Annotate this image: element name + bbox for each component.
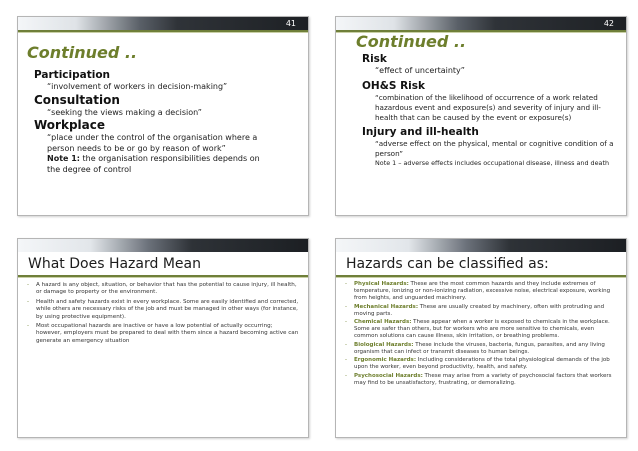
slide-41 [17, 16, 309, 216]
slide-title: What Does Hazard Mean [28, 256, 201, 272]
hazard-bullet-list [26, 282, 300, 347]
header-divider [18, 32, 308, 33]
note-label: Note 1: [47, 154, 80, 163]
slide-number: 42 [603, 19, 614, 28]
quote-workplace: “place under the control of the organisation where a person needs to be or go by reason of work” [47, 133, 258, 153]
slide-hazard-classification [335, 238, 627, 438]
item-text: These may arise from a variety of psychosocial factors that workers may find to be unsatisfactory, frustrating, or demoralizing. [354, 372, 612, 386]
slide-title: Continued .. [27, 43, 138, 62]
slide-hazard-meaning [17, 238, 309, 438]
slide-header-bar [336, 239, 626, 252]
heading-ohs-risk: OH&S Risk [362, 79, 426, 92]
slide-content [362, 53, 618, 167]
item-text: These are usually created by machinery, often with protruding and moving parts. [354, 303, 605, 317]
heading-participation: Participation [34, 69, 111, 81]
item-label: Chemical Hazards: [354, 319, 412, 325]
item-label: Mechanical Hazards: [354, 303, 419, 310]
slide-header-bar [336, 17, 626, 30]
note-1 [34, 154, 300, 175]
slide-header-bar [18, 17, 308, 30]
quote-consultation: “seeking the views making a decision” [47, 107, 202, 117]
item-label: Biological Hazards: [354, 341, 414, 348]
heading-workplace: Workplace [34, 118, 106, 132]
title-divider [18, 277, 308, 278]
heading-injury: Injury and ill-health [362, 125, 479, 138]
item-text: These are the most common hazards and they include extremes of temperature, ionizing or non-ionizing radiation, excessive noise, electrical exposure, working from heights, and unguarded machinery. [354, 281, 611, 301]
slide-42 [335, 16, 627, 216]
list-item [344, 319, 618, 340]
item-text: Including considerations of the total physiological demands of the job upon the worker, even beyond productivity, health, and safety. [354, 357, 610, 370]
heading-risk: Risk [362, 53, 387, 65]
slide-title: Continued .. [356, 32, 467, 51]
hazard-types-list [344, 281, 618, 388]
item-label: Ergonomic Hazards: [354, 357, 417, 363]
list-item: - Most occupational hazards are inactive or have a low potential of actually occurring; however, employers must be prepared to deal with them since a hazard becoming active can generate an emergency situation [26, 323, 300, 345]
slide-header-bar [18, 239, 308, 252]
item-label: Physical Hazards: [354, 281, 409, 287]
slide-title: Hazards can be classified as: [346, 256, 549, 272]
quote-risk: “effect of uncertainty” [375, 66, 465, 75]
item-text: These appear when a worker is exposed to chemicals in the workplace. Some are safer than others, but for workers who are more sensitive to chemicals, even common solutions can cause illness, skin irritation, or breathing problems. [354, 319, 610, 339]
quote-injury: “adverse effect on the physical, mental or cognitive condition of a person” [375, 138, 614, 158]
list-item [344, 304, 618, 318]
quote-ohs-risk: “combination of the likelihood of occurrence of a work related hazardous event and exposure(s) and severity of injury and ill-health that can be caused by the event or exposure(s) [375, 92, 601, 122]
title-divider [336, 277, 626, 278]
slide-number: 41 [285, 19, 296, 28]
list-item: - Health and safety hazards exist in every workplace. Some are easily identified and corrected, while others are necessary risks of the job and must be managed in other ways (for instance, by using protective equipment). [26, 299, 300, 321]
item-label: Psychosocial Hazards: [354, 372, 423, 379]
list-item [344, 281, 618, 302]
slide-content [34, 69, 300, 175]
list-item [344, 342, 618, 356]
list-item: - A hazard is any object, situation, or behavior that has the potential to cause injury, ill health, or damage to property or the environment. [26, 282, 300, 297]
list-item [344, 373, 618, 387]
note-injury: Note 1 – adverse effects includes occupational disease, illness and death [375, 158, 610, 167]
list-item [344, 357, 618, 371]
note-text: the organisation responsibilities depends on the degree of control [47, 154, 260, 174]
item-text: These include the viruses, bacteria, fungus, parasites, and any living organism that can infect or transmit diseases to human beings. [354, 341, 605, 355]
quote-participation: “involvement of workers in decision-making” [47, 82, 228, 91]
heading-consultation: Consultation [34, 92, 120, 107]
